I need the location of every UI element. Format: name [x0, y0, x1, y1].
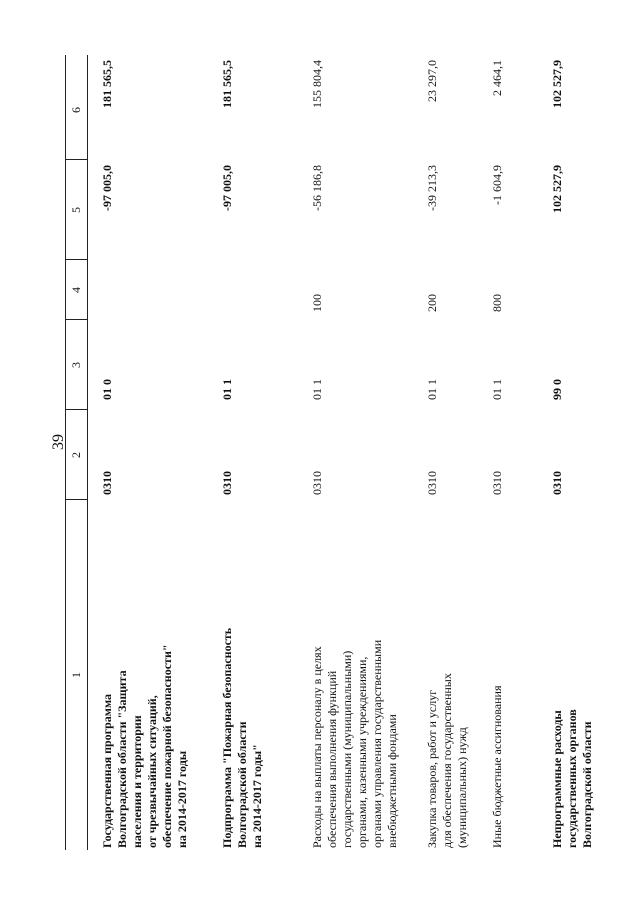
row-name-line: органами, казенными учреждениями,	[355, 656, 369, 848]
row-name-line: на 2014-2017 годы"	[250, 744, 264, 848]
header-col-1: 1	[69, 672, 83, 678]
row-name	[100, 503, 190, 848]
row-section: 0310	[100, 471, 114, 495]
row-name-line: Подпрограмма "Пожарная безопасность	[220, 627, 234, 848]
budget-table	[65, 55, 605, 850]
row-section: 0310	[550, 471, 564, 495]
row-name-line: государственных органов	[565, 709, 579, 848]
row-name-line: Непрограммные расходы	[550, 710, 564, 848]
header-col-2: 2	[69, 452, 83, 458]
row-total: 181 565,5	[220, 60, 234, 108]
header-col-5: 5	[69, 207, 83, 213]
row-name-line: Волгоградской области	[235, 721, 249, 848]
row-section: 0310	[490, 471, 504, 495]
row-name	[310, 503, 400, 848]
row-name	[490, 503, 505, 848]
row-name-line: обеспечения выполнения функций	[325, 670, 339, 848]
header-col-6: 6	[69, 107, 83, 113]
row-target: 99 0	[550, 379, 564, 400]
row-name-line: Расходы на выплаты персоналу в целях	[310, 646, 324, 848]
row-name-line: для обеспечения государственных	[440, 673, 454, 848]
row-name-line: внебюджетными фондами	[385, 714, 399, 848]
header-col-3: 3	[69, 362, 83, 368]
row-total: 181 565,5	[100, 60, 114, 108]
row-change: -97 005,0	[100, 165, 114, 211]
row-section: 0310	[220, 471, 234, 495]
row-change: -97 005,0	[220, 165, 234, 211]
row-total: 155 804,4	[310, 60, 324, 108]
row-total: 23 297,0	[425, 60, 439, 102]
row-change: 102 527,9	[550, 165, 564, 213]
row-expense-type: 100	[310, 294, 324, 312]
row-name-line: Волгоградской области	[580, 721, 594, 848]
page-number: 39	[50, 434, 67, 450]
row-target: 01 1	[425, 379, 439, 400]
row-target: 01 1	[490, 379, 504, 400]
row-total: 2 464,1	[490, 60, 504, 96]
row-name-line: на 2014-2017 годы	[175, 750, 189, 848]
row-target: 01 1	[220, 379, 234, 400]
row-name-line: от чрезвычайных ситуаций,	[145, 695, 159, 848]
row-change: -39 213,3	[425, 165, 439, 211]
row-name-line: Закупка товаров, работ и услуг	[425, 689, 439, 848]
row-name-line: органами управления государственными	[370, 639, 384, 848]
header-bottom-border	[87, 55, 88, 850]
row-change: -56 186,8	[310, 165, 324, 211]
row-name-line: Волгоградской области "Защита	[115, 670, 129, 848]
row-target: 01 1	[310, 379, 324, 400]
row-expense-type: 200	[425, 294, 439, 312]
row-name-line: Государственная программа	[100, 693, 114, 848]
row-name-line: Иные бюджетные ассигнования	[490, 685, 504, 848]
row-name	[220, 503, 265, 848]
row-section: 0310	[310, 471, 324, 495]
row-section: 0310	[425, 471, 439, 495]
header-col-4: 4	[69, 287, 83, 293]
header-top-border	[65, 55, 66, 850]
row-expense-type: 800	[490, 294, 504, 312]
row-total: 102 527,9	[550, 60, 564, 108]
row-name-line: (муниципальных) нужд	[455, 727, 469, 848]
row-name	[425, 503, 470, 848]
row-name-line: населения и территории	[130, 715, 144, 848]
row-target: 01 0	[100, 379, 114, 400]
row-name-line: государственными (муниципальными)	[340, 650, 354, 848]
row-change: -1 604,9	[490, 165, 504, 205]
row-name	[550, 503, 595, 848]
row-name-line: обеспечение пожарной безопасности"	[160, 644, 174, 848]
